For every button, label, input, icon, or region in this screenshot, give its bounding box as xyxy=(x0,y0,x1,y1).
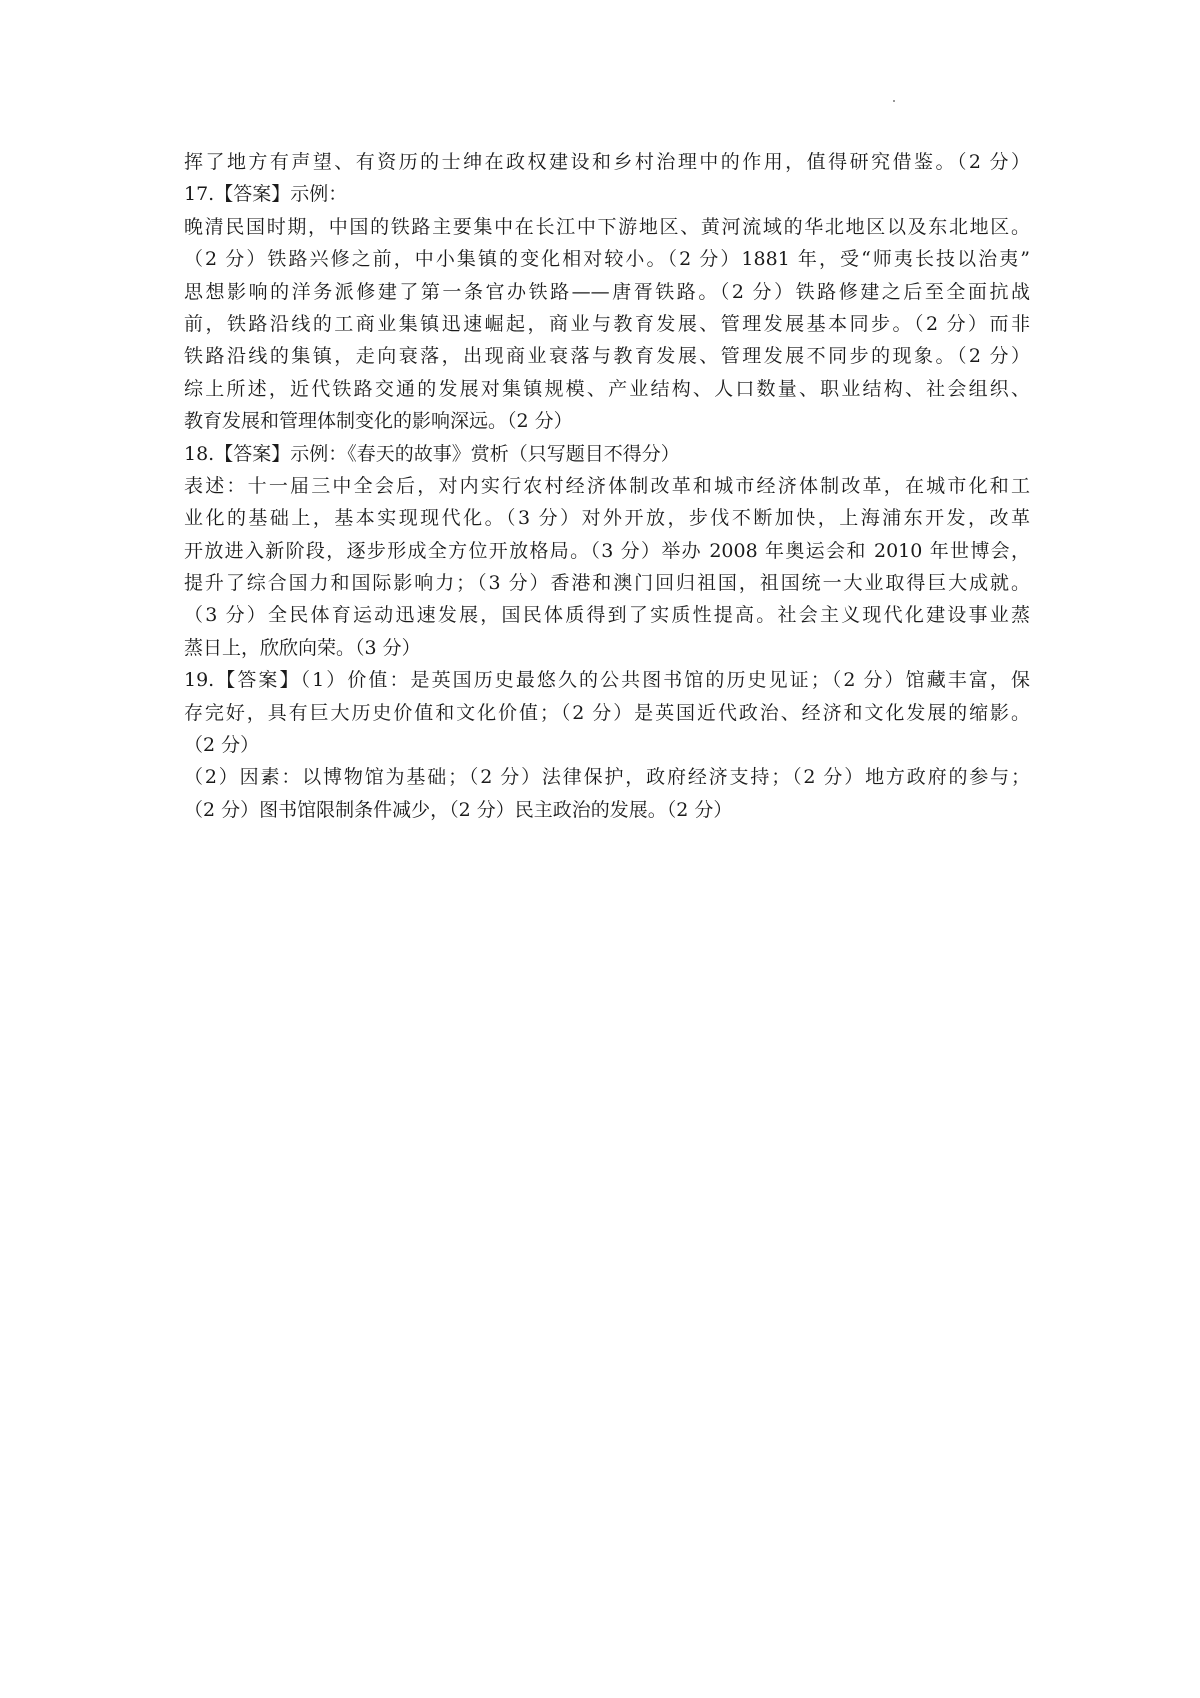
scan-dot-mark xyxy=(893,100,895,102)
text-line: 前，铁路沿线的工商业集镇迅速崛起，商业与教育发展、管理发展基本同步。（2 分）而非 xyxy=(184,312,1030,335)
text-line: （2）因素：以博物馆为基础；（2 分）法律保护，政府经济支持；（2 分）地方政府的参与； xyxy=(184,766,1030,789)
answer-18-heading: 18.【答案】示例：《春天的故事》赏析（只写题目不得分） xyxy=(184,442,680,465)
text-line: 挥了地方有声望、有资历的士绅在政权建设和乡村治理中的作用，值得研究借鉴。（2 分） xyxy=(184,151,1030,173)
text-line: （2 分）铁路兴修之前，中小集镇的变化相对较小。（2 分）1881 年，受“师夷长技以治夷” xyxy=(184,248,1030,271)
text-line: （3 分）全民体育运动迅速发展，国民体质得到了实质性提高。社会主义现代化建设事业蒸 xyxy=(184,604,1030,627)
text-line: 铁路沿线的集镇，走向衰落，出现商业衰落与教育发展、管理发展不同步的现象。（2 分） xyxy=(184,345,1030,368)
text-line: 教育发展和管理体制变化的影响深远。（2 分） xyxy=(184,410,573,433)
text-line: 业化的基础上，基本实现现代化。（3 分）对外开放，步伐不断加快，上海浦东开发，改革 xyxy=(184,507,1030,530)
text-line: （2 分）图书馆限制条件减少，（2 分）民主政治的发展。（2 分） xyxy=(184,798,733,821)
text-line: 综上所述，近代铁路交通的发展对集镇规模、产业结构、人口数量、职业结构、社会组织、 xyxy=(184,377,1030,400)
text-line: 思想影响的洋务派修建了第一条官办铁路——唐胥铁路。（2 分）铁路修建之后至全面抗战 xyxy=(184,280,1030,303)
text-line: 提升了综合国力和国际影响力；（3 分）香港和澳门回归祖国，祖国统一大业取得巨大成就。 xyxy=(184,572,1030,595)
text-line: 蒸日上，欣欣向荣。（3 分） xyxy=(184,636,421,659)
text-line: 开放进入新阶段，逐步形成全方位开放格局。（3 分）举办 2008 年奥运会和 2010 年世博会， xyxy=(184,539,1030,562)
answer-19-heading: 19.【答案】（1）价值：是英国历史最悠久的公共图书馆的历史见证；（2 分）馆藏丰富，保 xyxy=(184,669,1030,692)
text-line: 存完好，具有巨大历史价值和文化价值；（2 分）是英国近代政治、经济和文化发展的缩影。 xyxy=(184,701,1030,724)
answer-text-block xyxy=(184,146,1030,826)
text-line: 晚清民国时期，中国的铁路主要集中在长江中下游地区、黄河流域的华北地区以及东北地区。 xyxy=(184,215,1030,238)
answer-17-heading: 17.【答案】示例： xyxy=(184,183,348,206)
text-line: （2 分） xyxy=(184,734,260,757)
text-line: 表述：十一届三中全会后，对内实行农村经济体制改革和城市经济体制改革，在城市化和工 xyxy=(184,474,1030,497)
